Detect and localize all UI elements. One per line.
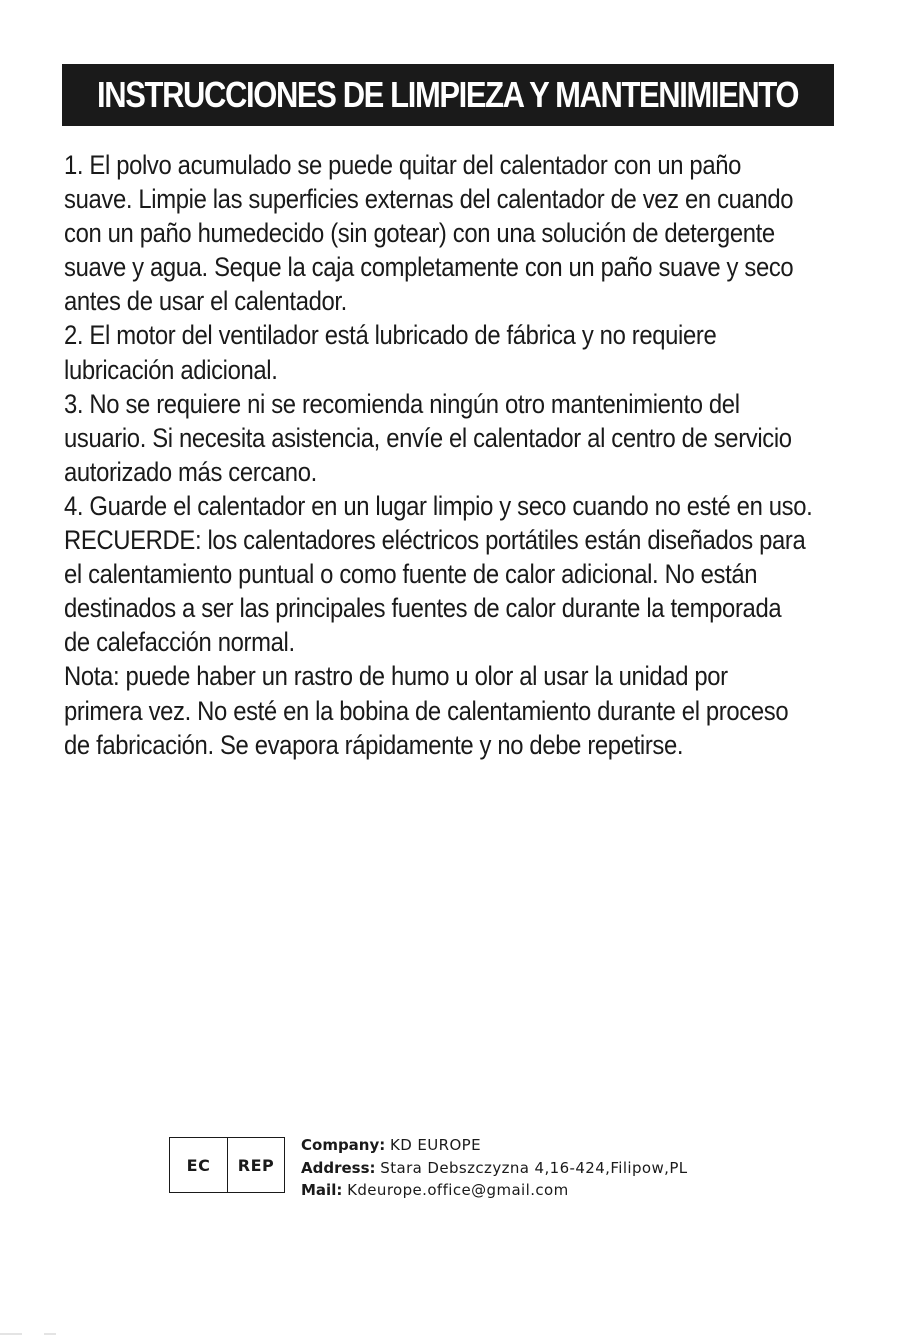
body-line: de fabricación. Se evapora rápidamente y no debe repetirse. <box>64 729 684 760</box>
rep-label: REP <box>237 1155 275 1175</box>
body-line: 2. El motor del ventilador está lubricado de fábrica y no requiere <box>64 320 717 351</box>
title-banner <box>62 64 834 126</box>
address-value: Stara Debszczyzna 4,16-424,Filipow,PL <box>380 1158 688 1177</box>
body-line: suave y agua. Seque la caja completamente con un paño suave y seco <box>64 252 794 283</box>
body-line: con un paño humedecido (sin gotear) con una solución de detergente <box>64 218 775 249</box>
body-line: autorizado más cercano. <box>64 456 317 487</box>
company-label: Company: <box>301 1136 386 1154</box>
company-value: KD EUROPE <box>390 1136 482 1154</box>
body-line: primera vez. No esté en la bobina de calentamiento durante el proceso <box>64 695 789 726</box>
ec-rep-box <box>169 1137 285 1193</box>
address-row <box>301 1157 688 1180</box>
crop-mark-line <box>0 1333 56 1335</box>
body-line: RECUERDE: los calentadores eléctricos portátiles están diseñados para <box>64 525 806 556</box>
body-line: 3. No se requiere ni se recomienda ningún otro mantenimiento del <box>64 388 740 419</box>
body-line: suave. Limpie las superficies externas del calentador de vez en cuando <box>64 184 794 215</box>
mail-label: Mail: <box>301 1181 343 1199</box>
instructions-body <box>64 148 864 762</box>
body-line: de calefacción normal. <box>64 627 295 658</box>
body-line: antes de usar el calentador. <box>64 286 347 317</box>
body-line: 1. El polvo acumulado se puede quitar del calentador con un paño <box>64 150 742 180</box>
body-line: usuario. Si necesita asistencia, envíe el calentador al centro de servicio <box>64 422 792 453</box>
company-info <box>301 1134 688 1202</box>
body-line: lubricación adicional. <box>64 354 278 385</box>
body-line: destinados a ser las principales fuentes de calor durante la temporada <box>64 593 782 624</box>
company-row <box>301 1134 688 1157</box>
ec-label: EC <box>170 1138 228 1192</box>
page-title: INSTRUCCIONES DE LIMPIEZA Y MANTENIMIENTO <box>97 74 799 115</box>
address-label: Address: <box>301 1158 376 1177</box>
mail-value: Kdeurope.office@gmail.com <box>347 1181 569 1199</box>
body-line: el calentamiento puntual o como fuente de calor adicional. No están <box>64 559 758 590</box>
mail-row <box>301 1179 688 1202</box>
body-line: Nota: puede haber un rastro de humo u olor al usar la unidad por <box>64 661 728 692</box>
body-line: 4. Guarde el calentador en un lugar limpio y seco cuando no esté en uso. <box>64 490 813 521</box>
